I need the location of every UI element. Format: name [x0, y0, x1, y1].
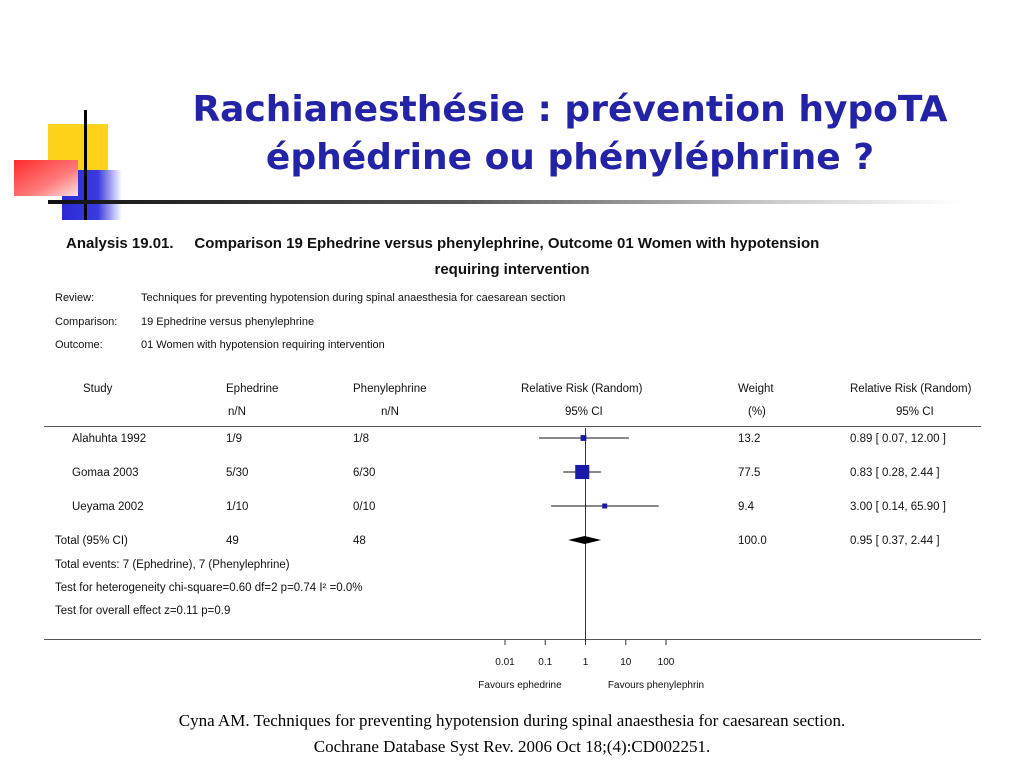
footer-overall-effect: Test for overall effect z=0.11 p=0.9: [55, 605, 231, 617]
row-phe: 0/10: [353, 501, 376, 513]
x-tick-label-4: 100: [657, 657, 675, 668]
x-tick-label-3: 10: [620, 657, 632, 668]
footer-heterogeneity: Test for heterogeneity chi-square=0.60 df=2 p=0.74 I² =0.0%: [55, 582, 363, 594]
col-phenylephrine: Phenylephrine: [353, 383, 427, 395]
footer-events: Total events: 7 (Ephedrine), 7 (Phenylephrine): [55, 559, 290, 571]
row-ci: 3.00 [ 0.14, 65.90 ]: [850, 501, 946, 513]
col-rr2: Relative Risk (Random): [850, 383, 972, 395]
favours-right-label: Favours phenylephrin: [607, 680, 705, 691]
total-phe: 48: [353, 535, 366, 547]
meta-review-key: Review:: [55, 292, 95, 304]
reference-line2: Cochrane Database Syst Rev. 2006 Oct 18;(4):CD002251.: [313, 737, 711, 756]
pooled-diamond: [568, 536, 601, 544]
col-rr2-sub: 95% CI: [896, 406, 934, 418]
meta-outcome-value: 01 Women with hypotension requiring intervention: [141, 339, 385, 351]
meta-comparison-value: 19 Ephedrine versus phenylephrine: [141, 316, 315, 328]
slide-title-line2: éphédrine ou phényléphrine ?: [265, 137, 875, 178]
slide-title-line1: Rachianesthésie : prévention hypoTA: [192, 89, 948, 130]
col-rr: Relative Risk (Random): [521, 383, 643, 395]
col-study: Study: [83, 383, 113, 395]
analysis-title-line1: Comparison 19 Ephedrine versus phenylephrine, Outcome 01 Women with hypotension: [194, 235, 820, 252]
analysis-title-line2: requiring intervention: [434, 261, 590, 278]
row-phe: 6/30: [353, 467, 376, 479]
col-rr-sub: 95% CI: [565, 406, 603, 418]
meta-comparison-key: Comparison:: [55, 316, 118, 328]
row-study: Alahuhta 1992: [72, 433, 147, 445]
row-weight: 13.2: [738, 433, 761, 445]
total-eph: 49: [226, 535, 239, 547]
col-weight-sub: (%): [748, 406, 766, 418]
col-phenylephrine-sub: n/N: [381, 406, 399, 418]
analysis-label: Analysis 19.01.: [66, 235, 174, 252]
x-tick-label-0: 0.01: [495, 657, 515, 668]
col-weight: Weight: [738, 383, 774, 395]
row-study: Gomaa 2003: [72, 467, 139, 479]
row-eph: 1/9: [226, 433, 242, 445]
study-marker-1: [575, 465, 589, 479]
total-weight: 100.0: [738, 535, 767, 547]
row-weight: 77.5: [738, 467, 761, 479]
reference-line1: Cyna AM. Techniques for preventing hypotension during spinal anaesthesia for caesarean section.: [178, 711, 846, 730]
study-marker-0: [581, 435, 587, 441]
col-ephedrine-sub: n/N: [228, 406, 246, 418]
row-eph: 5/30: [226, 467, 249, 479]
x-tick-label-1: 0.1: [538, 657, 553, 668]
col-ephedrine: Ephedrine: [226, 383, 279, 395]
row-study: Ueyama 2002: [72, 501, 144, 513]
total-label: Total (95% CI): [55, 535, 128, 547]
favours-left-label: Favours ephedrine: [478, 680, 562, 691]
row-eph: 1/10: [226, 501, 249, 513]
row-ci: 0.89 [ 0.07, 12.00 ]: [850, 433, 946, 445]
x-tick-label-2: 1: [582, 657, 589, 668]
row-phe: 1/8: [353, 433, 369, 445]
row-weight: 9.4: [738, 501, 754, 513]
meta-outcome-key: Outcome:: [55, 339, 103, 351]
study-marker-2: [602, 504, 607, 509]
total-ci: 0.95 [ 0.37, 2.44 ]: [850, 535, 940, 547]
meta-review-value: Techniques for preventing hypotension during spinal anaesthesia for caesarean section: [141, 292, 566, 304]
row-ci: 0.83 [ 0.28, 2.44 ]: [850, 467, 940, 479]
